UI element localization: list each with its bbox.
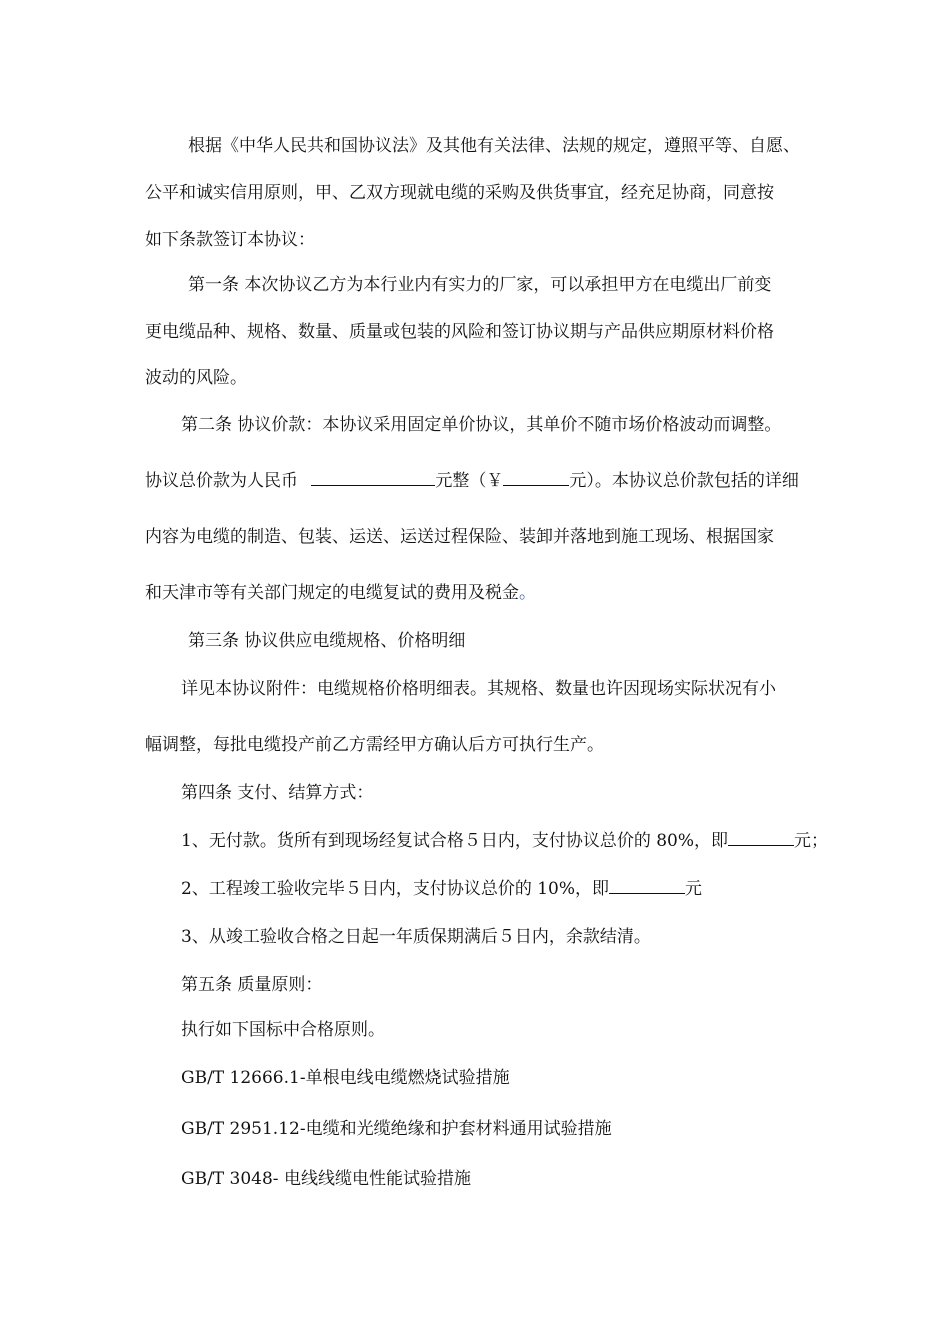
article-1-line-1: 第一条 本次协议乙方为本行业内有实力的厂家，可以承担甲方在电缆出厂前变 bbox=[188, 275, 772, 295]
article-2-line-3: 内容为电缆的制造、包装、运送、运送过程保险、装卸并落地到施工现场、根据国家 bbox=[145, 527, 774, 547]
total-price-amount-blank bbox=[503, 469, 569, 486]
payment-item-2-text: 2、工程竣工验收完毕５日内，支付协议总价的 10%，即 bbox=[181, 879, 610, 899]
article-5-title: 第五条 质量原则： bbox=[181, 975, 323, 995]
article-3-line-1: 详见本协议附件：电缆规格价格明细表。其规格、数量也许因现场实际状况有小 bbox=[181, 679, 776, 699]
payment-item-1-unit: 元； bbox=[794, 831, 829, 851]
total-price-yuan-label: 元整（￥ bbox=[435, 471, 504, 491]
payment-item-2 bbox=[181, 877, 702, 901]
article-1-line-3: 波动的风险。 bbox=[145, 368, 247, 388]
preamble-line-1: 根据《中华人民共和国协议法》及其他有关法律、法规的规定，遵照平等、自愿、 bbox=[188, 136, 800, 156]
article-4-title: 第四条 支付、结算方式： bbox=[181, 783, 374, 803]
article-3-title: 第三条 协议供应电缆规格、价格明细 bbox=[188, 631, 466, 651]
article-2-line-4-end: 。 bbox=[519, 583, 536, 603]
article-2-line-1: 第二条 协议价款：本协议采用固定单价协议，其单价不随市场价格波动而调整。 bbox=[181, 415, 782, 435]
payment-item-2-unit: 元 bbox=[685, 879, 703, 899]
article-1-line-2: 更电缆品种、规格、数量、质量或包装的风险和签订协议期与产品供应期原材料价格 bbox=[145, 322, 774, 342]
payment-item-1-blank bbox=[728, 829, 794, 846]
preamble-line-2: 公平和诚实信用原则，甲、乙双方现就电缆的采购及供货事宜，经充足协商，同意按 bbox=[145, 183, 774, 203]
payment-item-1 bbox=[181, 829, 828, 853]
article-2-line-4 bbox=[145, 581, 536, 605]
standard-3: GB/T 3048- 电线线缆电性能试验措施 bbox=[181, 1169, 471, 1189]
article-5-intro: 执行如下国标中合格原则。 bbox=[181, 1020, 385, 1040]
preamble-line-3: 如下条款签订本协议： bbox=[145, 230, 315, 250]
article-2-line-4-text: 和天津市等有关部门规定的电缆复试的费用及税金 bbox=[145, 583, 519, 603]
article-3-line-2: 幅调整，每批电缆投产前乙方需经甲方确认后方可执行生产。 bbox=[145, 735, 604, 755]
payment-item-3: 3、从竣工验收合格之日起一年质保期满后５日内，余款结清。 bbox=[181, 927, 651, 947]
total-price-label: 协议总价款为人民币 bbox=[145, 471, 304, 491]
total-price-detail-text: 元）。本协议总价款包括的详细 bbox=[569, 471, 799, 491]
payment-item-2-blank bbox=[609, 877, 685, 894]
standard-1: GB/T 12666.1-单根电线电缆燃烧试验措施 bbox=[181, 1068, 510, 1088]
payment-item-1-text: 1、无付款。货所有到现场经复试合格５日内，支付协议总价的 80%，即 bbox=[181, 831, 729, 851]
standard-2: GB/T 2951.12-电缆和光缆绝缘和护套材料通用试验措施 bbox=[181, 1119, 612, 1139]
total-price-words-blank bbox=[311, 469, 435, 486]
article-2-line-2 bbox=[145, 469, 799, 493]
